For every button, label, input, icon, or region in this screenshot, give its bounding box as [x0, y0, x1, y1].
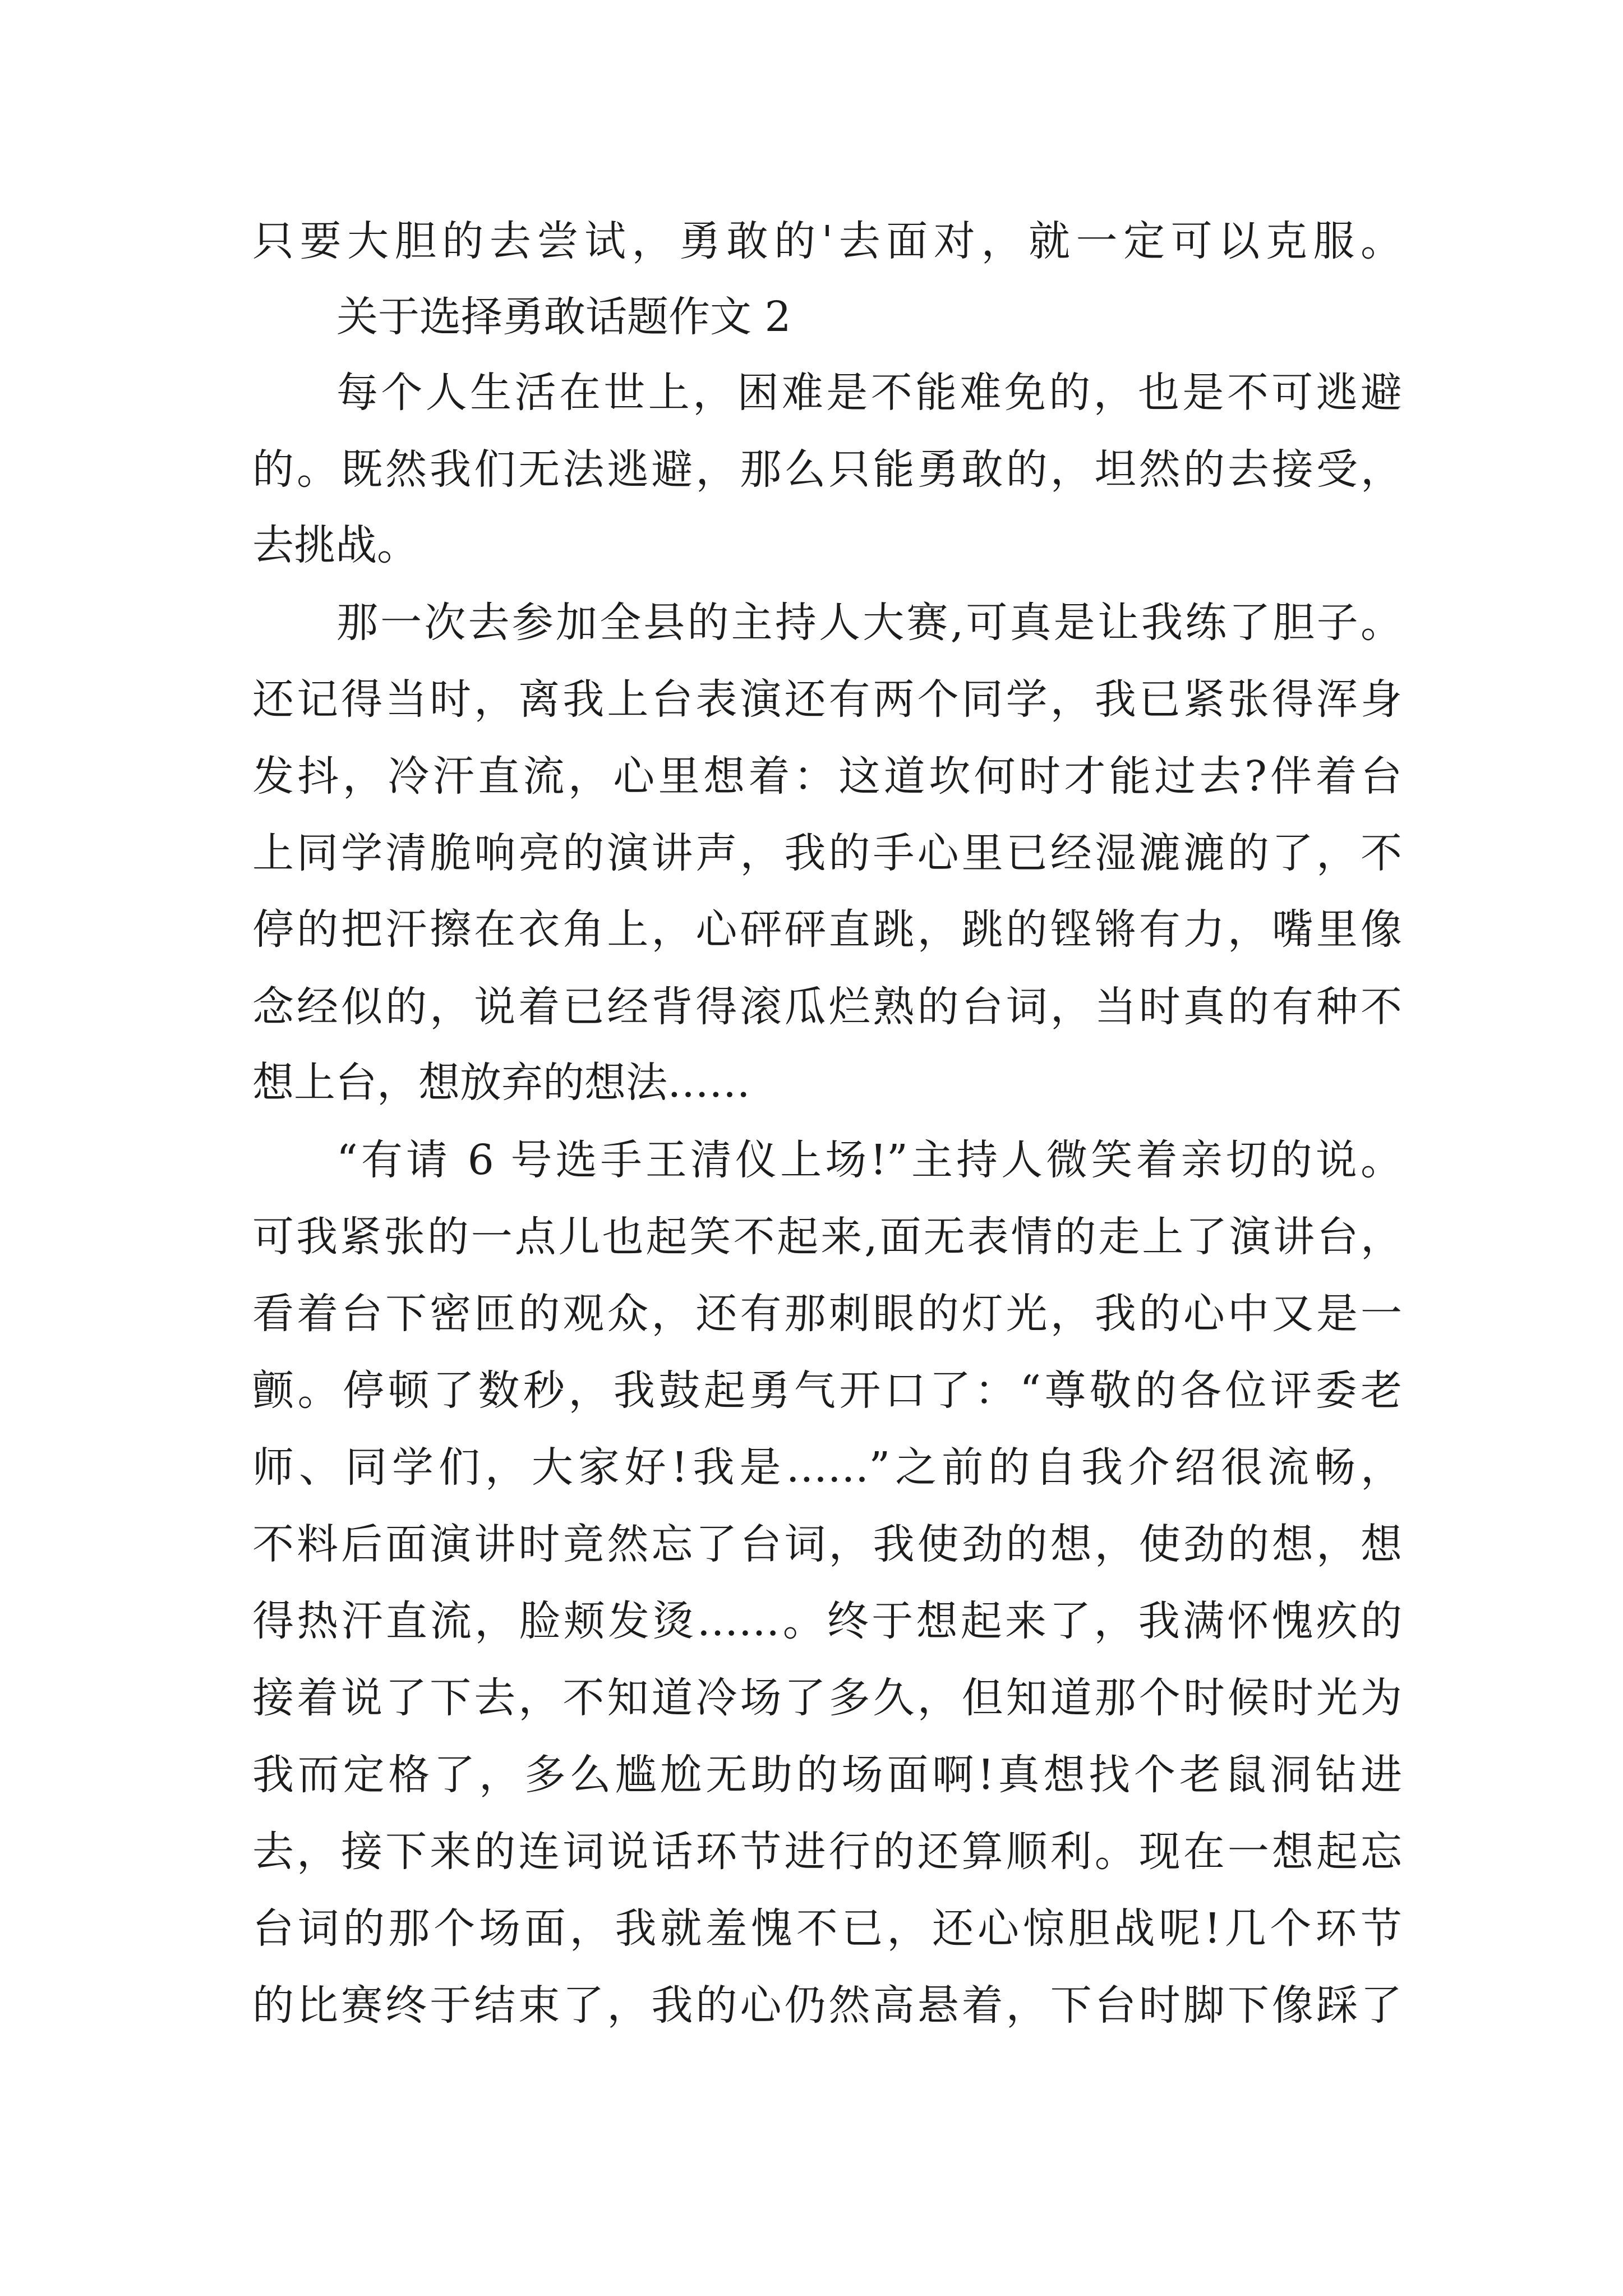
text-line: 的比赛终于结束了，我的心仍然高悬着，下台时脚下像踩了: [252, 1981, 1402, 2030]
text-line: 可我紧张的一点儿也起笑不起来,面无表情的走上了演讲台，: [252, 1213, 1402, 1261]
text-line: 看着台下密匝的观众，还有那刺眼的灯光，我的心中又是一: [252, 1290, 1402, 1338]
text-line: 台词的那个场面，我就羞愧不已，还心惊胆战呢!几个环节: [252, 1904, 1402, 1953]
text-line: 那一次去参加全县的主持人大赛,可真是让我练了胆子。: [336, 599, 1402, 647]
text-line: 的。既然我们无法逃避，那么只能勇敢的，坦然的去接受，: [252, 445, 1402, 494]
text-line: 不料后面演讲时竟然忘了台词，我使劲的想，使劲的想，想: [252, 1520, 1402, 1568]
text-line: 颤。停顿了数秒，我鼓起勇气开口了：“尊敬的各位评委老: [252, 1366, 1402, 1415]
essay-title: 关于选择勇敢话题作文 2: [336, 293, 791, 341]
text-line: 师、同学们，大家好!我是……”之前的自我介绍很流畅，: [252, 1443, 1402, 1492]
text-line: 念经似的，说着已经背得滚瓜烂熟的台词，当时真的有种不: [252, 983, 1402, 1031]
text-line: 去挑战。: [252, 521, 418, 569]
text-line: 每个人生活在世上，困难是不能难免的，也是不可逃避: [336, 369, 1402, 417]
text-line: 去，接下来的连词说话环节进行的还算顺利。现在一想起忘: [252, 1828, 1402, 1876]
text-line: “有请 6 号选手王清仪上场!”主持人微笑着亲切的说。: [336, 1136, 1402, 1184]
text-line: 发抖，冷汗直流，心里想着：这道坎何时才能过去?伴着台: [252, 752, 1402, 800]
text-line: 停的把汗擦在衣角上，心砰砰直跳，跳的铿锵有力，嘴里像: [252, 905, 1402, 954]
text-line: 我而定格了，多么尴尬无助的场面啊!真想找个老鼠洞钻进: [252, 1751, 1402, 1799]
text-line: 想上台，想放弃的想法……: [252, 1059, 750, 1107]
text-line: 只要大胆的去尝试，勇敢的'去面对，就一定可以克服。: [252, 217, 1402, 265]
text-line: 还记得当时，离我上台表演还有两个同学，我已紧张得浑身: [252, 675, 1402, 724]
text-line: 上同学清脆响亮的演讲声，我的手心里已经湿漉漉的了，不: [252, 829, 1402, 877]
text-line: 接着说了下去，不知道冷场了多久，但知道那个时候时光为: [252, 1674, 1402, 1722]
text-line: 得热汗直流，脸颊发烫……。终于想起来了，我满怀愧疚的: [252, 1597, 1402, 1645]
